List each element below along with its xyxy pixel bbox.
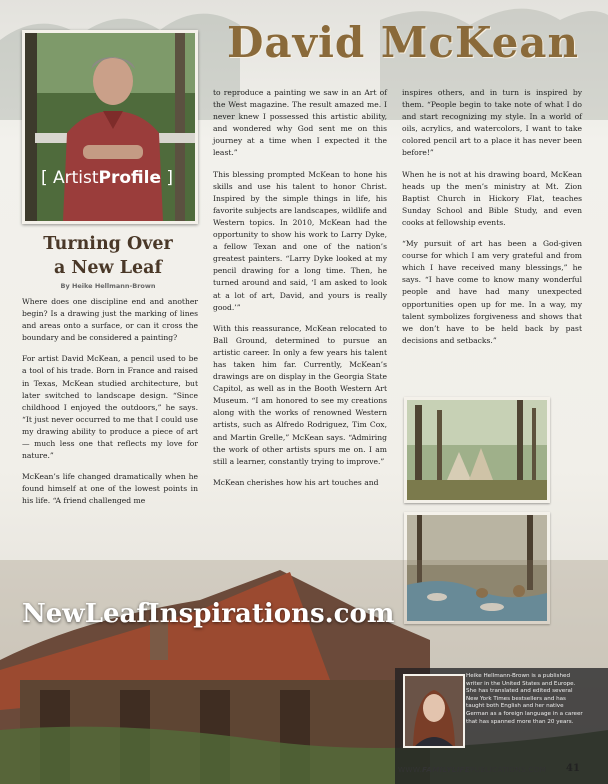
paragraph: Where does one discipline end and another begin? Is a drawing just the marking of lines and areas onto a surface, or can it cross the boundary and be considered a painting? xyxy=(22,297,198,343)
paragraph: With this reassurance, McKean relocated to Ball Ground, determined to pursue an artistic career. In only a few years his talent has taken him far. Currently, McKean’s drawings are on display in the Georgia State Capitol, as well as in the Booth Western Art Museum. “I am honored to see my creations along with the works of renowned Western artists, such as Alfredo Rodriguez, Tim Cox, and Martin Grelle,” McKean says. “Admiring the work of other artists spurs me on. I am still a learner, constantly trying to improve.” xyxy=(213,323,387,466)
label-bracket-right: ] xyxy=(161,168,174,188)
paragraph: For artist David McKean, a pencil used to be a tool of his trade. Born in France and raised in Texas, McKean studied architecture, but later switched to landscape design. “Since childhood I enjoyed the outdoors,” he says. “It just never occurred to me that I could use my drawing ability to produce a piece of art — much less one that reflects my love for nature.” xyxy=(22,354,198,461)
cabin-illustration xyxy=(0,560,608,784)
subhead-line-2: a New Leaf xyxy=(53,258,163,278)
footer-url xyxy=(398,765,546,774)
paragraph: McKean cherishes how his art touches and xyxy=(213,477,379,487)
artist-photo xyxy=(22,30,198,224)
paragraph: When he is not at his drawing board, McKean heads up the men’s ministry at Mt. Zion Baptist Church in Hickory Flat, teaches Sunday School and Bible Study, and even cooks at fellowship events. xyxy=(402,169,582,227)
footer-url-prefix: WWW. xyxy=(398,765,422,774)
paragraph: “My pursuit of art has been a God-given course for which I am very grateful and from which I have received many blessings,” he says. “I have come to know many wonderful people and have had many unexpected opportunities open up for me. In a way, my talent symbolizes forgiveness and shows that we don’t have to be held back by past decisions and setbacks.” xyxy=(402,239,582,345)
author-photo xyxy=(403,674,465,748)
footer-url-brand: FAMILYLIFE xyxy=(421,765,471,774)
author-bio: Heike Hellmann-Brown is a published writer in the United States and Europe. She has translated and edited several New York Times bestsellers and has taught both English and her native German as a foreign language in a career that has spanned more than 20 years. xyxy=(466,673,583,725)
article-subhead xyxy=(18,232,198,280)
label-profile: Profile xyxy=(98,168,161,188)
footer-url-suffix: PUBLICATIONS.COM xyxy=(470,765,547,774)
paragraph: This blessing prompted McKean to hone his skills and use his talent to honor Christ. Inspired by the simple things in life, his favorite subjects are landscapes, wildlife and Western topics. In 2010, McKean had the opportunity to show his work to Larry Dyke, a fellow Texan and one of the nation’s greatest painters. “Larry Dyke looked at my pencil drawing for a long time. Then, he turned around and said, ‘I am asked to look at a lot of art, David, and yours is really good.’” xyxy=(213,169,387,312)
label-artist: Artist xyxy=(52,168,99,188)
byline: By Heike Hellmann-Brown xyxy=(60,282,156,290)
article-title: David McKean xyxy=(226,18,580,67)
paragraph: to reproduce a painting we saw in an Art of the West magazine. The result amazed me. I never knew I possessed this artistic ability, and wondered why God sent me on this journey at a time when I expected it the least.” xyxy=(213,88,387,158)
body-column-3 xyxy=(402,87,582,356)
paragraph: McKean’s life changed dramatically when he found himself at one of the lowest points in his life. “A friend challenged me xyxy=(22,472,198,506)
body-column-1 xyxy=(22,296,198,517)
paragraph: inspires others, and in turn is inspired by them. “People begin to take note of what I do and start recognizing my style. In a world of oils, acrylics, and watercolors, I want to take colored pencil art to a place it has never been before!” xyxy=(402,88,582,158)
website-banner: NewLeafInspirations.com xyxy=(22,599,395,629)
subhead-line-1: Turning Over xyxy=(43,234,173,254)
body-column-2 xyxy=(213,87,387,498)
label-bracket-left: [ xyxy=(40,168,53,188)
page-number: 41 xyxy=(566,763,580,774)
section-label xyxy=(22,168,192,188)
artwork-teepees-forest xyxy=(404,397,550,503)
